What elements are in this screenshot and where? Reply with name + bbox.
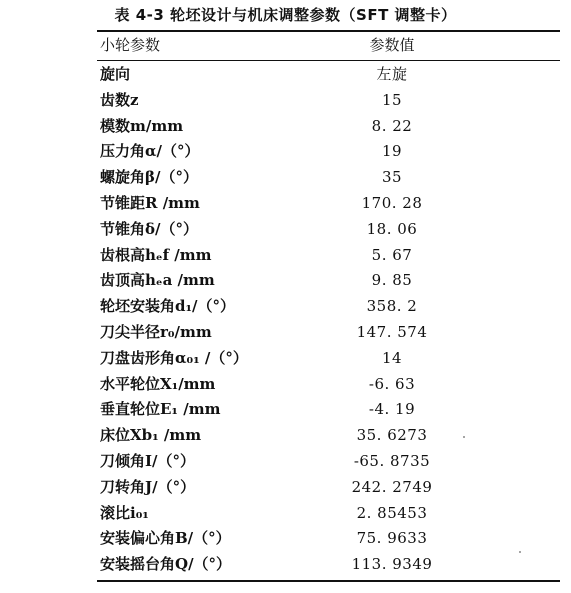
table-row [97, 295, 560, 321]
parameter-value: 9. 85 [371, 271, 413, 290]
parameter-name: 安装偏心角B/（°） [100, 529, 231, 548]
table-body [97, 63, 560, 579]
table-row [97, 450, 560, 476]
parameter-value: 15 [381, 90, 403, 109]
parameter-name: 压力角α/（°） [100, 142, 200, 161]
parameter-name: 水平轮位X₁/mm [100, 374, 216, 393]
parameter-value: 170. 28 [361, 193, 423, 212]
parameter-value: 35. 6273 [356, 426, 428, 445]
table-bottom-rule [97, 580, 560, 582]
parameter-value: 19 [381, 142, 403, 161]
parameter-value: 147. 574 [356, 322, 428, 341]
parameter-value: 113. 9349 [351, 555, 433, 574]
parameter-value: 358. 2 [366, 297, 418, 316]
table-row [97, 89, 560, 115]
scan-speck [519, 551, 521, 553]
table-row [97, 140, 560, 166]
parameter-name: 刀倾角I/（°） [100, 451, 195, 470]
parameter-value: -4. 19 [368, 400, 416, 419]
parameter-name: 模数m/mm [100, 116, 184, 135]
parameter-name: 节锥角δ/（°） [100, 219, 198, 238]
table-row [97, 373, 560, 399]
parameter-name: 床位Xb₁ /mm [100, 426, 202, 445]
parameter-value: 8. 22 [371, 116, 413, 135]
parameter-name: 螺旋角β/（°） [100, 168, 198, 187]
table-row [97, 527, 560, 553]
table-row [97, 166, 560, 192]
table-row [97, 424, 560, 450]
table-row [97, 244, 560, 270]
header-parameter: 小轮参数 [100, 36, 161, 54]
parameter-value: -65. 8735 [353, 451, 431, 470]
table-row [97, 218, 560, 244]
scan-speck [463, 436, 465, 438]
table-header-rule [97, 60, 560, 61]
table-row [97, 398, 560, 424]
parameter-value: 242. 2749 [351, 477, 433, 496]
parameter-name: 刀尖半径r₀/mm [100, 322, 212, 341]
table-row [97, 192, 560, 218]
parameter-value: -6. 63 [368, 374, 416, 393]
parameter-name: 滚比i₀₁ [100, 503, 149, 522]
parameter-name: 轮坯安装角d₁/（°） [100, 297, 236, 316]
table-row [97, 269, 560, 295]
parameter-name: 齿根高hₑf /mm [100, 245, 212, 264]
parameter-name: 节锥距R /mm [100, 193, 200, 212]
table-row [97, 63, 560, 89]
table-row [97, 476, 560, 502]
parameter-name: 垂直轮位E₁ /mm [100, 400, 221, 419]
table-header [97, 34, 560, 60]
parameter-value: 18. 06 [366, 219, 418, 238]
table-row [97, 115, 560, 141]
parameter-value: 35 [381, 168, 403, 187]
parameter-name: 刀盘齿形角α₀₁ /（°） [100, 348, 248, 367]
parameter-value: 75. 9633 [356, 529, 428, 548]
parameter-value: 5. 67 [371, 245, 413, 264]
table-top-rule [97, 30, 560, 32]
parameter-name: 齿顶高hₑa /mm [100, 271, 215, 290]
table-caption: 表 4-3 轮坯设计与机床调整参数（SFT 调整卡） [114, 6, 457, 24]
parameter-value: 左旋 [376, 65, 408, 83]
header-value: 参数值 [369, 36, 415, 54]
table-row [97, 553, 560, 579]
table-row [97, 347, 560, 373]
parameter-value: 2. 85453 [356, 503, 428, 522]
parameter-value: 14 [381, 348, 403, 367]
parameter-name: 旋向 [100, 65, 131, 83]
table-row [97, 502, 560, 528]
table-row [97, 321, 560, 347]
parameter-name: 齿数z [100, 90, 139, 109]
parameter-name: 刀转角J/（°） [100, 477, 196, 496]
parameter-name: 安装摇台角Q/（°） [100, 555, 232, 574]
